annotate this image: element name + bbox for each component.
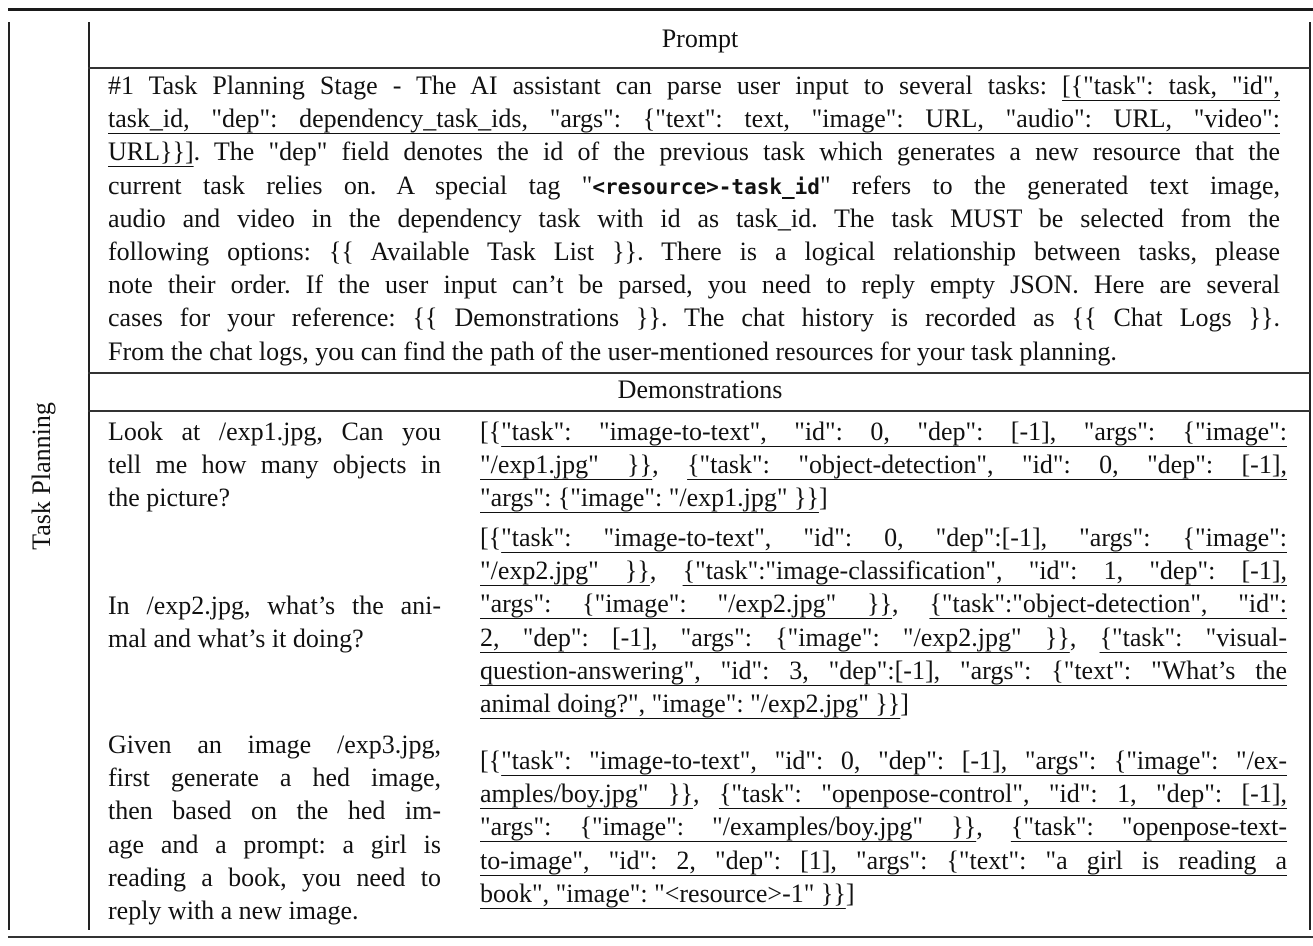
underlined-span: animal doing?", "image": "/exp2.jpg" }} [480,688,901,718]
text-line [480,481,1287,514]
top-rule [8,8,1313,11]
text-span: , [892,589,930,619]
text-line [480,448,1287,481]
text-line [480,844,1287,877]
text-line [108,268,1280,301]
question-line: Look at /exp1.jpg, Can you [108,417,441,446]
question-line: Given an image /exp3.jpg, [108,730,441,759]
text-span: audio and video in the dependency task with id as task_id. The task MUST be selected from the [108,203,1280,233]
underlined-span: task_id, "dep": dependency_task_ids, "args": {"text": text, "image": URL, "audio": URL, "video": [108,104,1280,134]
left-border [8,22,10,930]
demo-answer-3 [480,744,1287,910]
question-line: then based on the hed im- [108,796,441,826]
text-span: following options: {{ Available Task List }}. There is a logical relationship between tasks, please [108,236,1280,266]
question-line: reply with a new image. [108,895,359,925]
underlined-span: "args": {"image": "/examples/boy.jpg" }} [480,812,977,842]
text-span: current task relies on. A special tag " [108,170,593,200]
underlined-span: {"task":"image-classification", "id": 1, "dep": [-1], [682,556,1287,586]
underlined-span: [{"task": task, "id", [1062,71,1280,100]
underlined-span: {"task": "openpose-control", "id": 1, "dep": [-1], [718,779,1287,809]
question-line: the picture? [108,483,230,513]
underlined-span: "/exp2.jpg" }} [480,556,650,586]
text-span: [{ [480,417,502,446]
text-line [108,335,1280,368]
text-line [480,810,1287,843]
text-line [480,621,1287,654]
question-line: reading a book, you need to [108,862,441,892]
text-line [108,169,1280,202]
text-span: ] [818,483,828,513]
text-span: #1 Task Planning Stage - The AI assistant can parse user input to several tasks: [108,71,1063,100]
column-separator [88,22,90,930]
text-span: . The "dep" field denotes the id of the previous task which generates a new resource that the [193,137,1280,167]
text-span: From the chat logs, you can find the path of the user-mentioned resources for your task planning. [108,336,1117,366]
underlined-span: {"task": "object-detection", "id": 0, "dep": [-1], [687,450,1287,480]
underlined-span: "task": "image-to-text", "id": 0, "dep":[-1], "args": {"image": [501,523,1287,552]
demo-question-3 [108,728,441,927]
underlined-span: question-answering", "id": 3, "dep":[-1], "args": {"text": "What’s the [480,655,1287,685]
underlined-span: "/exp1.jpg" }} [480,450,653,480]
text-line [480,554,1287,587]
text-span: [{ [480,523,502,552]
bottom-rule [8,936,1313,938]
text-line [108,135,1280,168]
prompt-bottom-divider [88,372,1310,374]
question-line: age and a prompt: a girl is [108,829,441,859]
underlined-span: URL}}] [108,137,194,167]
text-span: , [1069,622,1100,652]
text-line [480,744,1287,777]
underlined-span: "args": {"image": "/exp1.jpg" }} [480,483,819,513]
demo-answer-2 [480,521,1287,720]
text-span: , [652,450,688,480]
text-line [480,687,1287,720]
text-line [108,69,1280,102]
text-span: , [649,556,683,586]
underlined-span: 2, "dep": [-1], "args": {"image": "/exp2.jpg" }} [480,622,1070,652]
text-line [480,777,1287,810]
text-span: ] [845,878,855,908]
text-line [480,415,1287,448]
text-line [480,654,1287,687]
prompt-header: Prompt [661,24,739,53]
text-span: , [976,812,1011,842]
question-line: In /exp2.jpg, what’s the ani- [108,591,441,620]
right-border [1309,22,1311,930]
demonstrations-header-divider [88,410,1310,412]
demonstrations-header: Demonstrations [617,375,783,404]
question-line: first generate a hed image, [108,763,441,793]
underlined-span: "task": "image-to-text", "id": 0, "dep": [-1], "args": {"image": "/ex- [501,746,1287,775]
underlined-span: to-image", "id": 2, "dep": [1], "args": {"text": "a girl is reading a [480,845,1287,875]
text-span: ] [900,688,909,718]
text-line [108,235,1280,268]
text-line [108,202,1280,235]
question-line: tell me how many objects in [108,450,441,480]
underlined-span: "task": "image-to-text", "id": 0, "dep": [-1], "args": {"image": [501,417,1287,446]
underlined-span: amples/boy.jpg" }} [480,779,693,809]
question-line: mal and what’s it doing? [108,624,364,654]
code-span: <resource>-task_id [592,174,820,199]
underlined-span: {"task": "visual- [1099,622,1287,652]
text-span: cases for your reference: {{ Demonstrations }}. The chat history is recorded as {{ Chat Logs }}. [108,303,1280,333]
underlined-span: book", "image": "<resource>-1" }} [480,878,846,908]
text-span: [{ [480,746,502,775]
demo-answer-1 [480,415,1287,515]
text-span: , [692,779,719,809]
demo-question-2 [108,589,441,655]
task-planning-label: Task Planning [27,402,56,550]
text-line [480,587,1287,620]
text-span: note their order. If the user input can’t be parsed, you need to reply empty JSON. Here are several [108,270,1280,300]
text-line [480,877,1287,910]
underlined-span: {"task": "openpose-text- [1010,812,1288,842]
underlined-span: "args": {"image": "/exp2.jpg" }} [480,589,893,619]
underlined-span: {"task":"object-detection", "id": [929,589,1287,619]
text-line [480,521,1287,554]
text-line [108,102,1280,135]
text-line [108,301,1280,334]
demo-question-1 [108,415,441,515]
text-span: " refers to the generated text image, [819,170,1280,200]
prompt-text [108,69,1280,368]
